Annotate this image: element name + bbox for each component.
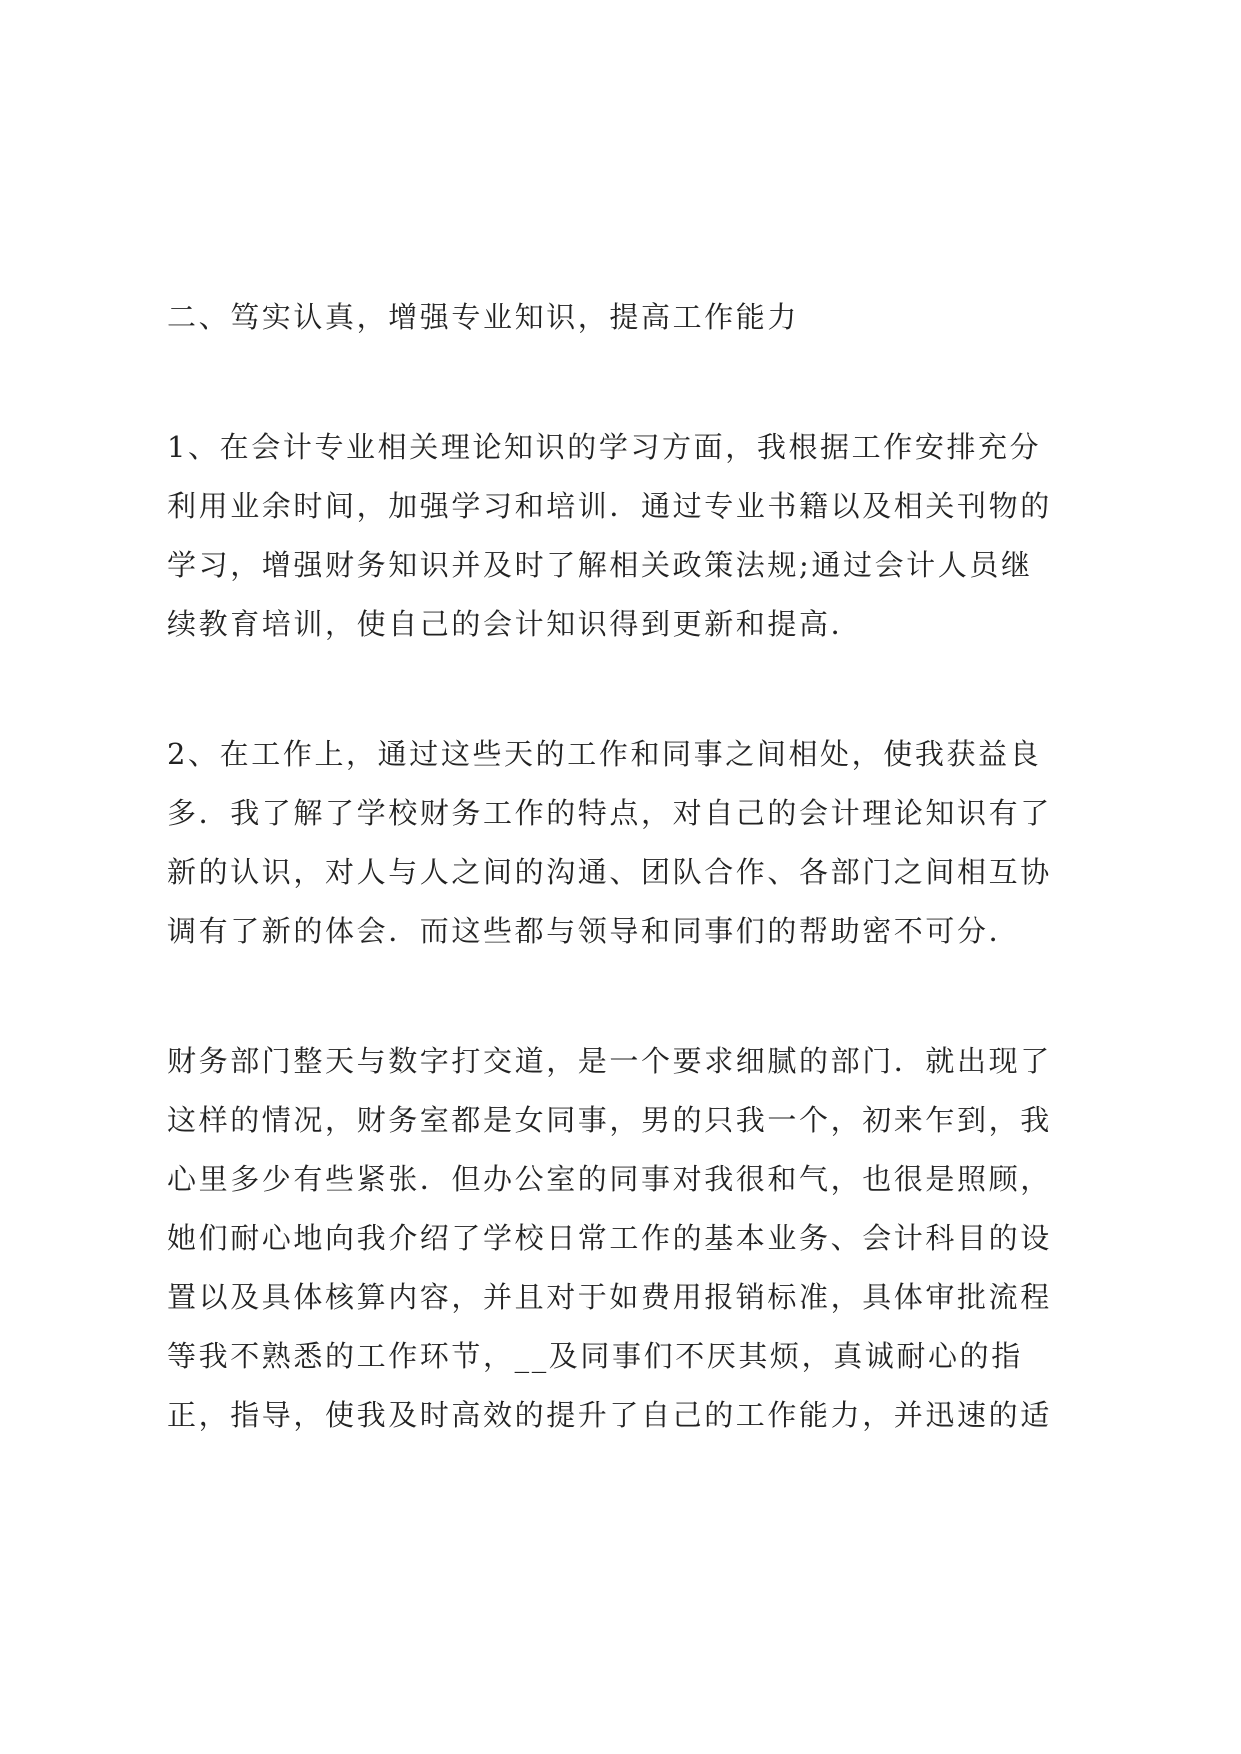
paragraph-line: 续教育培训，使自己的会计知识得到更新和提高． (167, 607, 863, 641)
paragraph-2 (167, 725, 1077, 961)
paragraph-line: 财务部门整天与数字打交道，是一个要求细腻的部门．就出现了 (167, 1044, 1052, 1078)
paragraph-line: 她们耐心地向我介绍了学校日常工作的基本业务、会计科目的设 (167, 1221, 1052, 1255)
paragraph-line: 等我不熟悉的工作环节，__及同事们不厌其烦，真诚耐心的指 (167, 1339, 1023, 1373)
paragraph-line: 置以及具体核算内容，并且对于如费用报销标准，具体审批流程 (167, 1280, 1052, 1314)
paragraph-line: 多．我了解了学校财务工作的特点，对自己的会计理论知识有了 (167, 796, 1052, 830)
heading-text: 二、笃实认真，增强专业知识，提高工作能力 (167, 300, 800, 334)
paragraph-line: 新的认识，对人与人之间的沟通、团队合作、各部门之间相互协 (167, 855, 1052, 889)
section-heading (167, 288, 1077, 347)
paragraph-line: 1、在会计专业相关理论知识的学习方面，我根据工作安排充分 (167, 430, 1042, 464)
paragraph-line: 正，指导，使我及时高效的提升了自己的工作能力，并迅速的适 (167, 1398, 1052, 1432)
paragraph-line: 2、在工作上，通过这些天的工作和同事之间相处，使我获益良 (167, 737, 1042, 771)
paragraph-line: 心里多少有些紧张．但办公室的同事对我很和气，也很是照顾， (167, 1162, 1052, 1196)
paragraph-3 (167, 1032, 1077, 1445)
paragraph-line: 这样的情况，财务室都是女同事，男的只我一个，初来乍到，我 (167, 1103, 1052, 1137)
paragraph-1 (167, 418, 1077, 654)
paragraph-line: 利用业余时间，加强学习和培训．通过专业书籍以及相关刊物的 (167, 489, 1052, 523)
paragraph-line: 学习，增强财务知识并及时了解相关政策法规;通过会计人员继 (167, 548, 1033, 582)
paragraph-line: 调有了新的体会．而这些都与领导和同事们的帮助密不可分． (167, 914, 1021, 948)
